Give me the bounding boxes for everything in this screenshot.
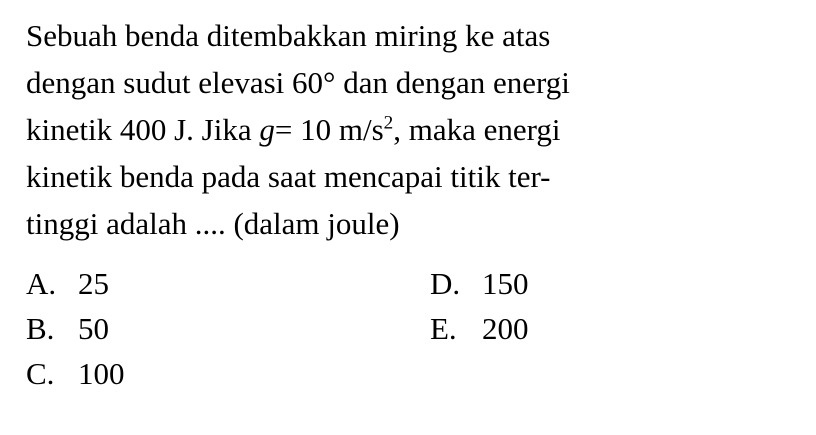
option-a-label: A. — [26, 266, 57, 301]
option-c[interactable] — [26, 358, 125, 389]
word: mencapai — [323, 159, 443, 195]
word: pada — [201, 159, 261, 195]
option-e[interactable] — [430, 313, 529, 344]
word: 60° — [292, 65, 336, 101]
word: atas — [502, 18, 551, 53]
word: kinetik — [26, 112, 113, 148]
option-a[interactable] — [26, 268, 109, 299]
option-d[interactable] — [430, 268, 529, 299]
word: miring — [374, 18, 458, 53]
word: Sebuah — [26, 18, 118, 53]
question-line-2 — [26, 59, 790, 106]
option-d-text: 150 — [482, 266, 529, 301]
question-line-4 — [26, 153, 790, 200]
option-c-label: C. — [26, 356, 55, 391]
option-a-text: 25 — [78, 266, 109, 301]
answer-options — [26, 268, 790, 403]
option-row-1 — [26, 268, 790, 313]
word: elevasi — [198, 65, 285, 101]
word: ke — [465, 18, 495, 53]
option-e-label: E. — [430, 311, 457, 346]
word: kinetik — [26, 159, 113, 195]
word: dengan — [26, 65, 116, 101]
word: ter- — [508, 159, 551, 195]
word: 400 J. Jika — [119, 112, 252, 148]
word: dengan — [395, 65, 486, 101]
equation-value: = 10 m/s — [274, 112, 384, 148]
question-line-1 — [26, 12, 790, 59]
word: ditembakkan — [206, 18, 367, 53]
option-c-text: 100 — [78, 356, 125, 391]
question-line-5: tinggi adalah .... (dalam joule) — [26, 206, 400, 242]
word: titik — [450, 159, 501, 195]
option-row-3 — [26, 358, 790, 403]
word: energi — [483, 112, 561, 148]
word: sudut — [123, 65, 191, 101]
word: benda — [119, 159, 194, 195]
word: , maka — [393, 112, 476, 148]
word: benda — [125, 18, 200, 53]
exponent: 2 — [383, 112, 394, 134]
option-b[interactable] — [26, 313, 109, 344]
question-line-3 — [26, 106, 790, 153]
option-b-label: B. — [26, 311, 55, 346]
word: dan — [343, 65, 388, 101]
option-d-label: D. — [430, 266, 461, 301]
word: energi — [493, 65, 570, 101]
option-e-text: 200 — [482, 311, 529, 346]
option-b-text: 50 — [78, 311, 109, 346]
formula-group — [259, 112, 476, 147]
question-text — [26, 12, 790, 248]
word: saat — [267, 159, 317, 195]
option-row-2 — [26, 313, 790, 358]
variable-g: g — [259, 112, 275, 148]
